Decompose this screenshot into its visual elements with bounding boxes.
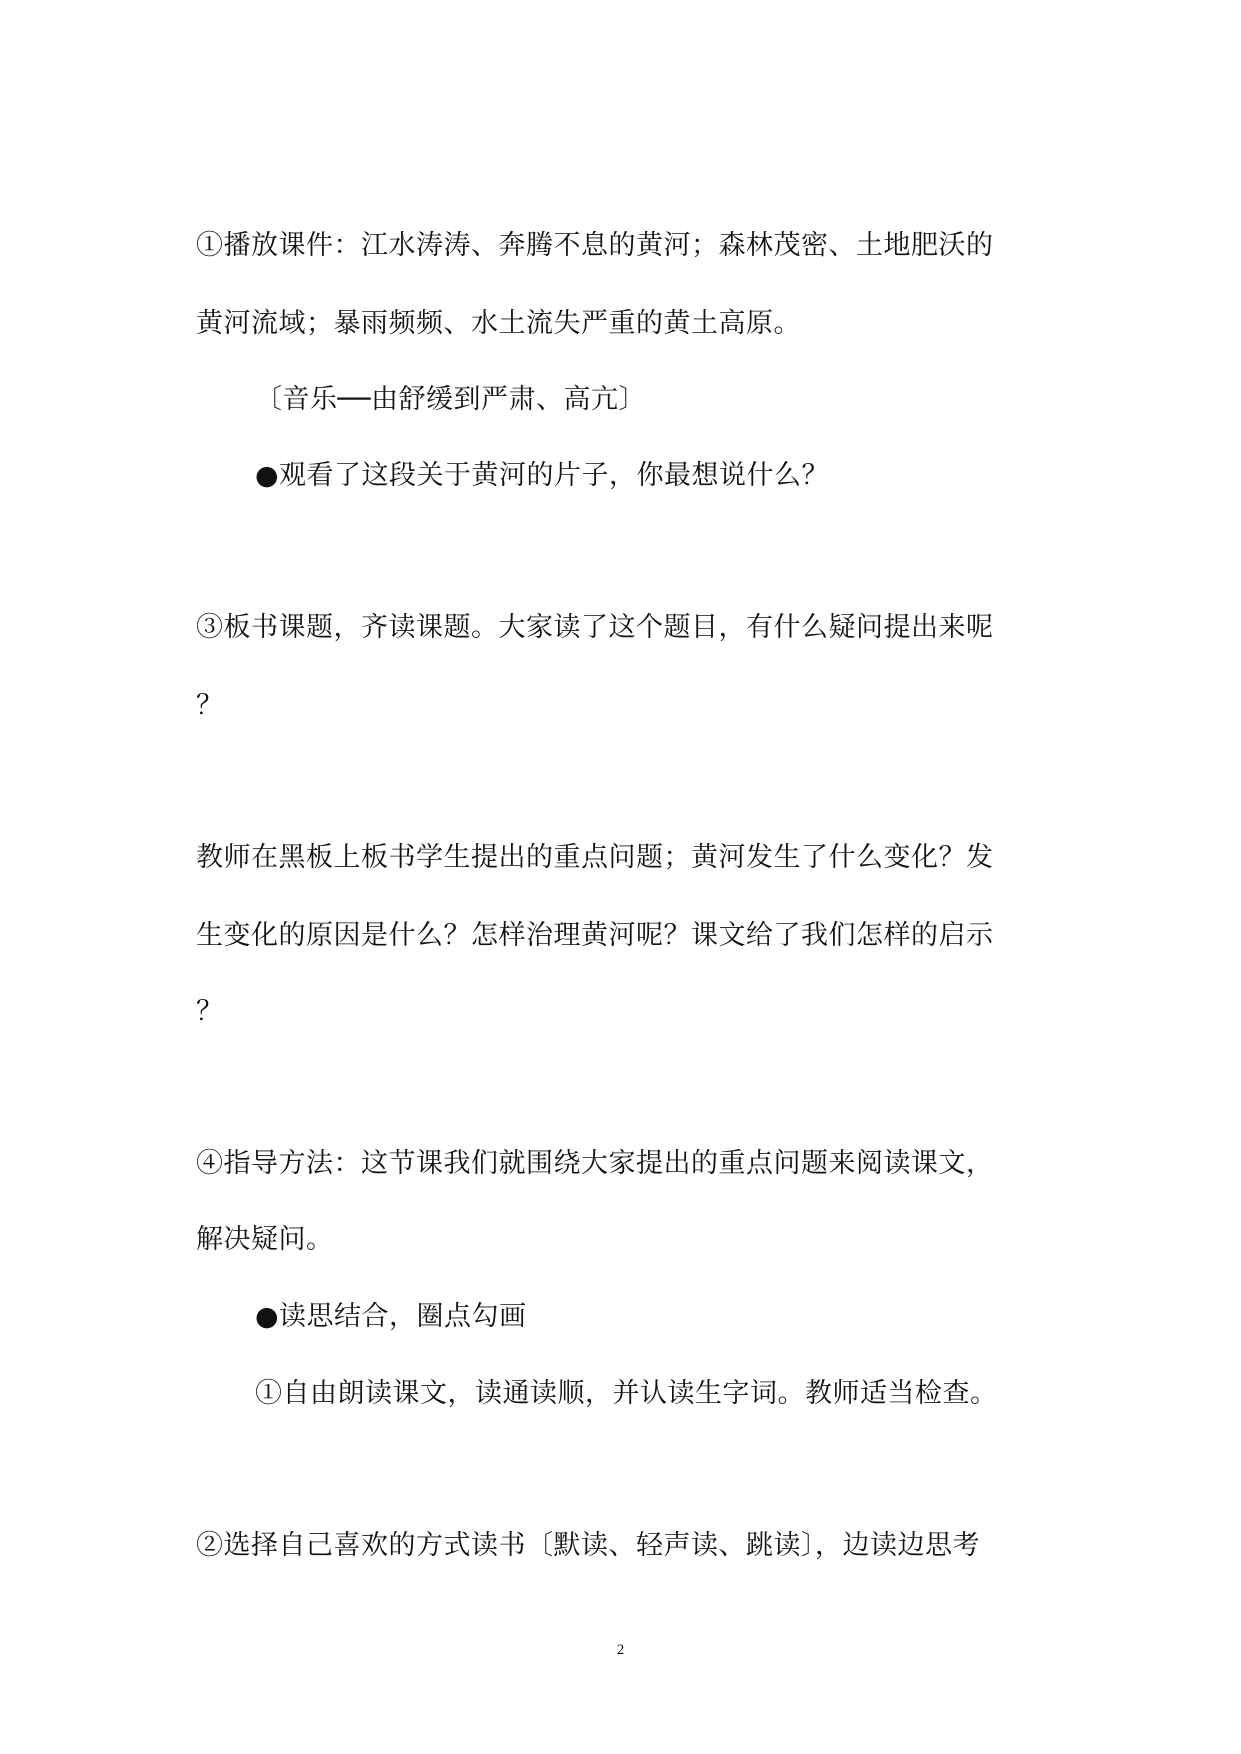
paragraph-line: 解决疑问。 [196,1224,334,1255]
paragraph-line: ①自由朗读课文，读通读顺，并认读生字词。教师适当检查。 [255,1378,998,1409]
page-number: 2 [616,1642,625,1658]
paragraph-line: ？ [196,996,224,1027]
paragraph-line: ●读思结合，圈点勾画 [255,1301,527,1332]
paragraph-line: 生变化的原因是什么？怎样治理黄河呢？课文给了我们怎样的启示 [196,920,994,951]
paragraph-line: 〔音乐──由舒缓到严肃、高亢〕 [255,384,647,415]
paragraph-line: 黄河流域；暴雨频频、水土流失严重的黄土高原。 [196,308,801,339]
paragraph-line: ④指导方法：这节课我们就围绕大家提出的重点问题来阅读课文， [196,1148,994,1179]
paragraph-line: ③板书课题，齐读课题。大家读了这个题目，有什么疑问提出来呢 [196,612,994,643]
paragraph-line: ？ [196,690,224,721]
paragraph-line: ②选择自己喜欢的方式读书〔默读、轻声读、跳读〕，边读边思考 [196,1530,980,1561]
paragraph-line: ①播放课件：江水涛涛、奔腾不息的黄河；森林茂密、土地肥沃的 [196,230,994,261]
paragraph-line: 教师在黑板上板书学生提出的重点问题；黄河发生了什么变化？发 [196,842,994,873]
paragraph-line: ●观看了这段关于黄河的片子，你最想说什么？ [255,460,830,491]
